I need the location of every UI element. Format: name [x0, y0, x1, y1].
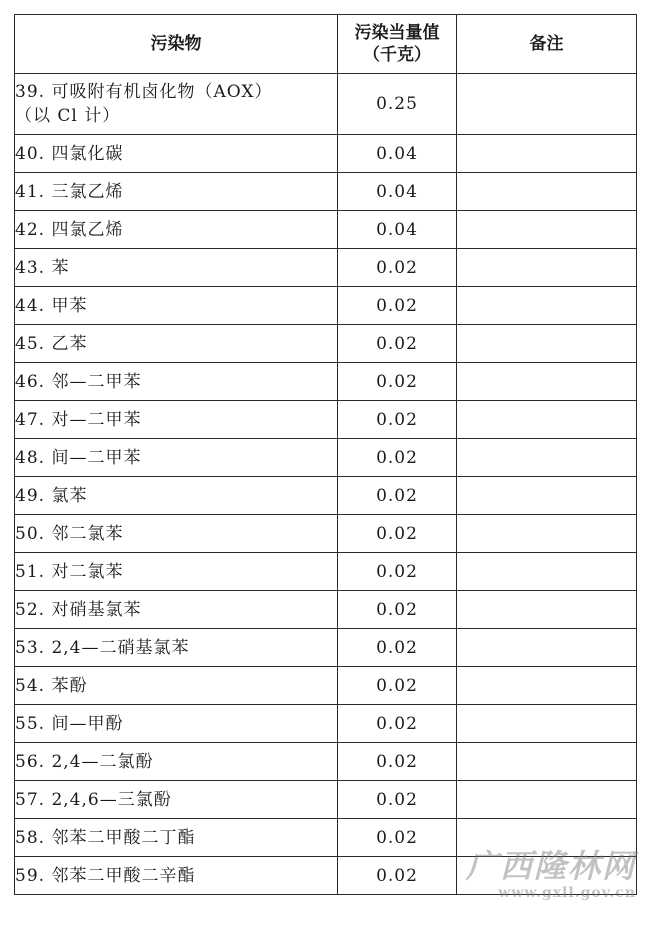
pollutant-name: 42. 四氯乙烯: [15, 219, 124, 240]
pollutant-name: 58. 邻苯二甲酸二丁酯: [15, 827, 196, 848]
header-remarks: 备注: [457, 15, 637, 74]
remarks-cell: [457, 591, 637, 629]
pollutant-name-cell: [15, 439, 338, 477]
remarks-cell: [457, 705, 637, 743]
remarks-cell: [457, 553, 637, 591]
pollutant-name: 41. 三氯乙烯: [15, 181, 124, 202]
equivalent-value-cell: 0.02: [338, 781, 457, 819]
table-row: [15, 705, 637, 743]
equivalent-value-cell: 0.02: [338, 629, 457, 667]
remarks-cell: [457, 743, 637, 781]
pollutant-name-note: （以 Cl 计）: [15, 106, 121, 126]
equivalent-value-cell: 0.02: [338, 477, 457, 515]
table-row: [15, 667, 637, 705]
pollutant-name-cell: [15, 667, 338, 705]
table-row: [15, 781, 637, 819]
remarks-cell: [457, 325, 637, 363]
equivalent-value-cell: 0.02: [338, 667, 457, 705]
pollutant-name: 43. 苯: [15, 257, 70, 278]
remarks-cell: [457, 477, 637, 515]
remarks-cell: [457, 363, 637, 401]
table-row: [15, 135, 637, 173]
table-row: [15, 591, 637, 629]
equivalent-value-cell: 0.25: [338, 74, 457, 135]
pollutant-name: 54. 苯酚: [15, 675, 88, 696]
equivalent-value-cell: 0.02: [338, 249, 457, 287]
equivalent-value-cell: 0.02: [338, 857, 457, 895]
remarks-cell: [457, 667, 637, 705]
table-row: [15, 553, 637, 591]
header-equivalent-line1: 污染当量值: [354, 23, 440, 43]
pollutant-name-cell: [15, 629, 338, 667]
header-equivalent-unit: （千克）: [363, 45, 431, 65]
remarks-cell: [457, 401, 637, 439]
pollutant-name-cell: [15, 401, 338, 439]
equivalent-value-cell: 0.02: [338, 819, 457, 857]
equivalent-value-cell: 0.02: [338, 743, 457, 781]
header-equivalent-value: [338, 15, 457, 74]
pollutant-name: 48. 间—二甲苯: [15, 447, 142, 468]
equivalent-value-cell: 0.02: [338, 705, 457, 743]
equivalent-value-cell: 0.04: [338, 173, 457, 211]
table-row: [15, 249, 637, 287]
pollutant-name-cell: [15, 515, 338, 553]
pollutant-name-cell: [15, 705, 338, 743]
pollutant-name-cell: [15, 287, 338, 325]
table-header-row: [15, 15, 637, 74]
table-row: [15, 515, 637, 553]
pollutant-table: [14, 14, 637, 895]
pollutant-name-cell: [15, 477, 338, 515]
equivalent-value-cell: 0.04: [338, 211, 457, 249]
remarks-cell: [457, 439, 637, 477]
pollutant-name-cell: [15, 743, 338, 781]
equivalent-value-cell: 0.02: [338, 553, 457, 591]
pollutant-name: 53. 2,4—二硝基氯苯: [15, 637, 190, 658]
equivalent-value-cell: 0.02: [338, 287, 457, 325]
equivalent-value-cell: 0.02: [338, 401, 457, 439]
pollutant-name-cell: [15, 249, 338, 287]
table-row: [15, 629, 637, 667]
table-row: [15, 211, 637, 249]
remarks-cell: [457, 74, 637, 135]
pollutant-name-cell: [15, 74, 338, 135]
table-row: [15, 363, 637, 401]
table-row: [15, 743, 637, 781]
remarks-cell: [457, 629, 637, 667]
table-row: [15, 401, 637, 439]
watermark-url: www.gxll.gov.cn: [498, 885, 636, 901]
table-row: [15, 173, 637, 211]
table-row: [15, 439, 637, 477]
table-row: [15, 325, 637, 363]
pollutant-name: 45. 乙苯: [15, 333, 88, 354]
pollutant-name: 52. 对硝基氯苯: [15, 599, 142, 620]
remarks-cell: [457, 515, 637, 553]
pollutant-name: 55. 间—甲酚: [15, 713, 124, 734]
pollutant-name-cell: [15, 173, 338, 211]
pollutant-name-cell: [15, 553, 338, 591]
remarks-cell: [457, 287, 637, 325]
remarks-cell: [457, 249, 637, 287]
pollutant-name: 51. 对二氯苯: [15, 561, 124, 582]
pollutant-name-cell: [15, 135, 338, 173]
remarks-cell: [457, 211, 637, 249]
table-row: [15, 74, 637, 135]
pollutant-name: 57. 2,4,6—三氯酚: [15, 789, 172, 810]
watermark-title: 广西隆林网: [465, 847, 636, 885]
remarks-cell: [457, 781, 637, 819]
pollutant-name-cell: [15, 781, 338, 819]
equivalent-value-cell: 0.02: [338, 591, 457, 629]
equivalent-value-cell: 0.04: [338, 135, 457, 173]
pollutant-name: 47. 对—二甲苯: [15, 409, 142, 430]
pollutant-name: 40. 四氯化碳: [15, 143, 124, 164]
header-pollutant: 污染物: [15, 15, 338, 74]
pollutant-name-cell: [15, 211, 338, 249]
pollutant-name: 39. 可吸附有机卤化物（AOX）: [15, 82, 273, 102]
pollutant-name: 59. 邻苯二甲酸二辛酯: [15, 865, 196, 886]
pollutant-name-cell: [15, 857, 338, 895]
pollutant-name: 49. 氯苯: [15, 485, 88, 506]
pollutant-name-cell: [15, 819, 338, 857]
pollutant-name: 56. 2,4—二氯酚: [15, 751, 154, 772]
watermark: [466, 848, 636, 902]
remarks-cell: [457, 173, 637, 211]
table-row: [15, 287, 637, 325]
pollutant-name: 44. 甲苯: [15, 295, 88, 316]
table-body: [15, 74, 637, 895]
remarks-cell: [457, 135, 637, 173]
equivalent-value-cell: 0.02: [338, 325, 457, 363]
pollutant-name-cell: [15, 591, 338, 629]
equivalent-value-cell: 0.02: [338, 363, 457, 401]
equivalent-value-cell: 0.02: [338, 515, 457, 553]
pollutant-name: 46. 邻—二甲苯: [15, 371, 142, 392]
pollutant-name: 50. 邻二氯苯: [15, 523, 124, 544]
pollutant-name-cell: [15, 325, 338, 363]
table-row: [15, 477, 637, 515]
equivalent-value-cell: 0.02: [338, 439, 457, 477]
pollutant-name-cell: [15, 363, 338, 401]
